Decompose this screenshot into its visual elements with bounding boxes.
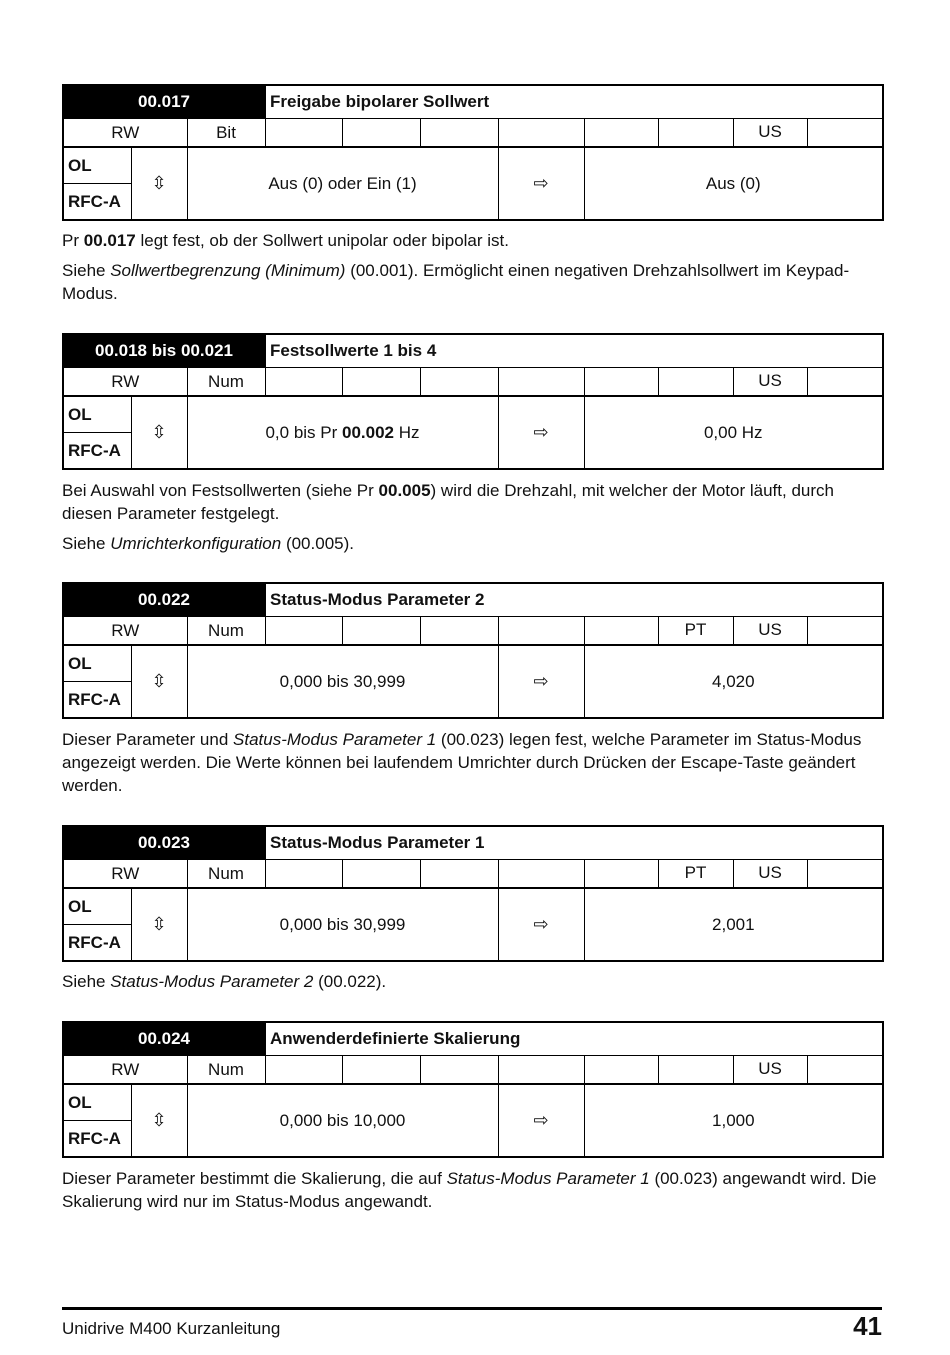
param-name: Freigabe bipolarer Sollwert [265, 85, 883, 118]
mode-ol-label: OL [63, 645, 131, 682]
range-updown-icon: ⇳ [131, 1084, 187, 1157]
type-flag: Num [187, 616, 265, 645]
range-updown-icon: ⇳ [131, 645, 187, 718]
mode-rfca-label: RFC-A [63, 433, 131, 470]
param-table-00-017 [62, 84, 884, 221]
access-flag: RW [63, 367, 187, 396]
access-flag: RW [63, 1055, 187, 1084]
param-id: 00.017 [63, 85, 265, 118]
param-name: Status-Modus Parameter 2 [265, 583, 883, 616]
default-value: 4,020 [584, 645, 883, 718]
mode-ol-label: OL [63, 888, 131, 925]
footer-rule [62, 1307, 882, 1310]
footer-title: Unidrive M400 Kurzanleitung [62, 1319, 281, 1338]
range-value: Aus (0) oder Ein (1) [187, 147, 498, 220]
access-flag: RW [63, 616, 187, 645]
mode-rfca-label: RFC-A [63, 1121, 131, 1158]
param-id: 00.018 bis 00.021 [63, 334, 265, 367]
range-value: 0,000 bis 10,000 [187, 1084, 498, 1157]
param-id: 00.024 [63, 1022, 265, 1055]
paragraph-00-023-see-also: Siehe Status-Modus Parameter 2 (00.022). [62, 972, 387, 991]
us-flag: US [733, 1055, 807, 1084]
pt-flag: PT [658, 859, 733, 888]
access-flag: RW [63, 859, 187, 888]
pt-flag [658, 367, 733, 396]
type-flag: Num [187, 367, 265, 396]
pt-flag [658, 118, 733, 147]
param-table-00-023 [62, 825, 884, 962]
pt-flag: PT [658, 616, 733, 645]
paragraph-00-017-see-also: Siehe Sollwertbegrenzung (Minimum) (00.001). Ermöglicht einen negativen Drehzahlsollwert im Keypad-Modus. [62, 261, 850, 303]
paragraph-00-017-description: Pr 00.017 legt fest, ob der Sollwert unipolar oder bipolar ist. [62, 231, 509, 250]
paragraph-00-022-description: Dieser Parameter und Status-Modus Parameter 1 (00.023) legen fest, welche Parameter im Status-Modus angezeigt werden. Die Werte können bei laufendem Umrichter durch Drücken der Escape-Taste geändert werden. [62, 730, 862, 795]
us-flag: US [733, 367, 807, 396]
range-value: 0,0 bis Pr 00.002 Hz [187, 396, 498, 469]
paragraph-00-018-description: Bei Auswahl von Festsollwerten (siehe Pr 00.005) wird die Drehzahl, mit welcher der Motor läuft, durch diesen Parameter festgelegt. [62, 481, 834, 523]
range-updown-icon: ⇳ [131, 396, 187, 469]
access-flag: RW [63, 118, 187, 147]
param-name: Anwenderdefinierte Skalierung [265, 1022, 883, 1055]
page-number: 41 [853, 1311, 882, 1341]
param-name: Status-Modus Parameter 1 [265, 826, 883, 859]
default-value: 0,00 Hz [584, 396, 883, 469]
param-id: 00.022 [63, 583, 265, 616]
range-updown-icon: ⇳ [131, 888, 187, 961]
mode-ol-label: OL [63, 396, 131, 433]
mode-rfca-label: RFC-A [63, 184, 131, 221]
mode-ol-label: OL [63, 147, 131, 184]
param-id: 00.023 [63, 826, 265, 859]
param-name: Festsollwerte 1 bis 4 [265, 334, 883, 367]
param-table-00-024 [62, 1021, 884, 1158]
mode-rfca-label: RFC-A [63, 682, 131, 719]
mode-rfca-label: RFC-A [63, 925, 131, 962]
type-flag: Num [187, 1055, 265, 1084]
range-updown-icon: ⇳ [131, 147, 187, 220]
range-value: 0,000 bis 30,999 [187, 645, 498, 718]
default-arrow-icon: ⇨ [498, 645, 584, 718]
pt-flag [658, 1055, 733, 1084]
paragraph-00-018-see-also: Siehe Umrichterkonfiguration (00.005). [62, 534, 354, 553]
type-flag: Bit [187, 118, 265, 147]
default-value: 2,001 [584, 888, 883, 961]
mode-ol-label: OL [63, 1084, 131, 1121]
param-table-00-022 [62, 582, 884, 719]
default-arrow-icon: ⇨ [498, 396, 584, 469]
us-flag: US [733, 118, 807, 147]
default-arrow-icon: ⇨ [498, 888, 584, 961]
default-value: 1,000 [584, 1084, 883, 1157]
param-table-00-018 [62, 333, 884, 470]
us-flag: US [733, 616, 807, 645]
range-value: 0,000 bis 30,999 [187, 888, 498, 961]
type-flag: Num [187, 859, 265, 888]
default-arrow-icon: ⇨ [498, 147, 584, 220]
us-flag: US [733, 859, 807, 888]
default-value: Aus (0) [584, 147, 883, 220]
paragraph-00-024-description: Dieser Parameter bestimmt die Skalierung, die auf Status-Modus Parameter 1 (00.023) angewandt wird. Die Skalierung wird nur im Status-Modus angewandt. [62, 1169, 877, 1211]
default-arrow-icon: ⇨ [498, 1084, 584, 1157]
